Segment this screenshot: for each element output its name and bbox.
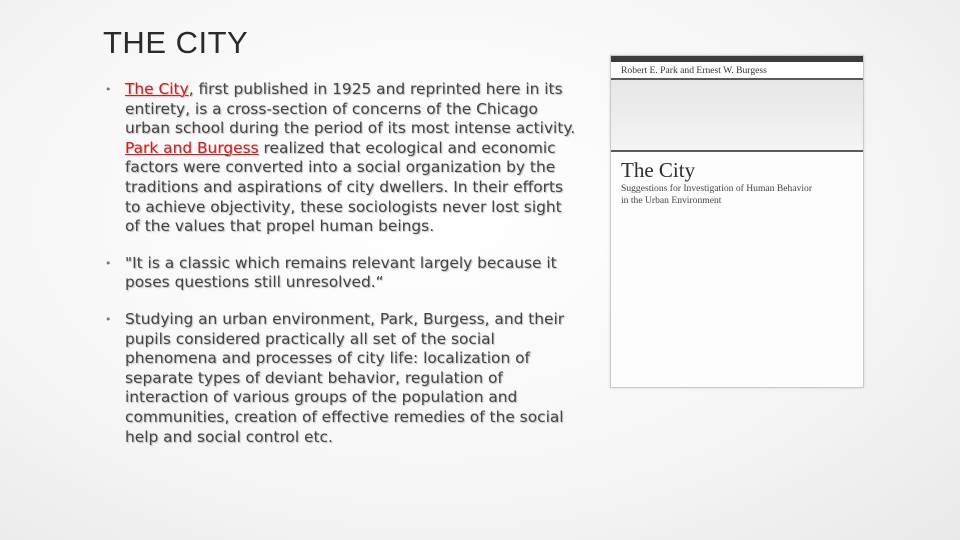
cover-shaded-band (611, 80, 863, 150)
slide-title: THE CITY (103, 25, 249, 60)
bullet-text: Studying an urban environment, Park, Burgess, and their pupils considered practically all set of the social phenomena and processes of city life: localization of separate types of deviant behavior, regulation of interaction of various groups of the population and communities, creation of effective remedies of the social help and social control etc. (125, 309, 565, 446)
cover-rule-divider (611, 150, 863, 152)
cover-subtitle: Suggestions for Investigation of Human Behavior in the Urban Environment (621, 183, 813, 206)
bullet-dot-icon: • (105, 256, 112, 270)
bullet-text: , first published in 1925 and reprinted here in its entirety, is a cross-section of concerns of the Chicago urban school during the period of its most intense activity. (125, 80, 576, 138)
bullet-text: "It is a classic which remains relevant largely because it poses questions still unresolved.“ (125, 253, 557, 292)
bullet-item-urban-study (103, 310, 578, 447)
the-city-link[interactable]: The City (125, 80, 189, 98)
cover-rule-divider (611, 56, 863, 62)
bullet-item-quote (103, 254, 578, 293)
park-and-burgess-link[interactable]: Park and Burgess (125, 138, 259, 157)
cover-authors: Robert E. Park and Ernest W. Burgess (621, 65, 767, 76)
bullet-item-book-description (103, 80, 578, 237)
bullet-text: realized that ecological and economic factors were converted into a social organization by the traditions and aspirations of city dwellers. In their efforts to achieve objectivity, these sociologists never lost sight of the values that propel human beings. (125, 138, 564, 236)
bullet-dot-icon: • (105, 83, 112, 96)
cover-title: The City (621, 158, 696, 182)
bullet-list (103, 80, 578, 464)
book-cover-image (610, 55, 864, 388)
bullet-dot-icon: • (105, 312, 112, 326)
